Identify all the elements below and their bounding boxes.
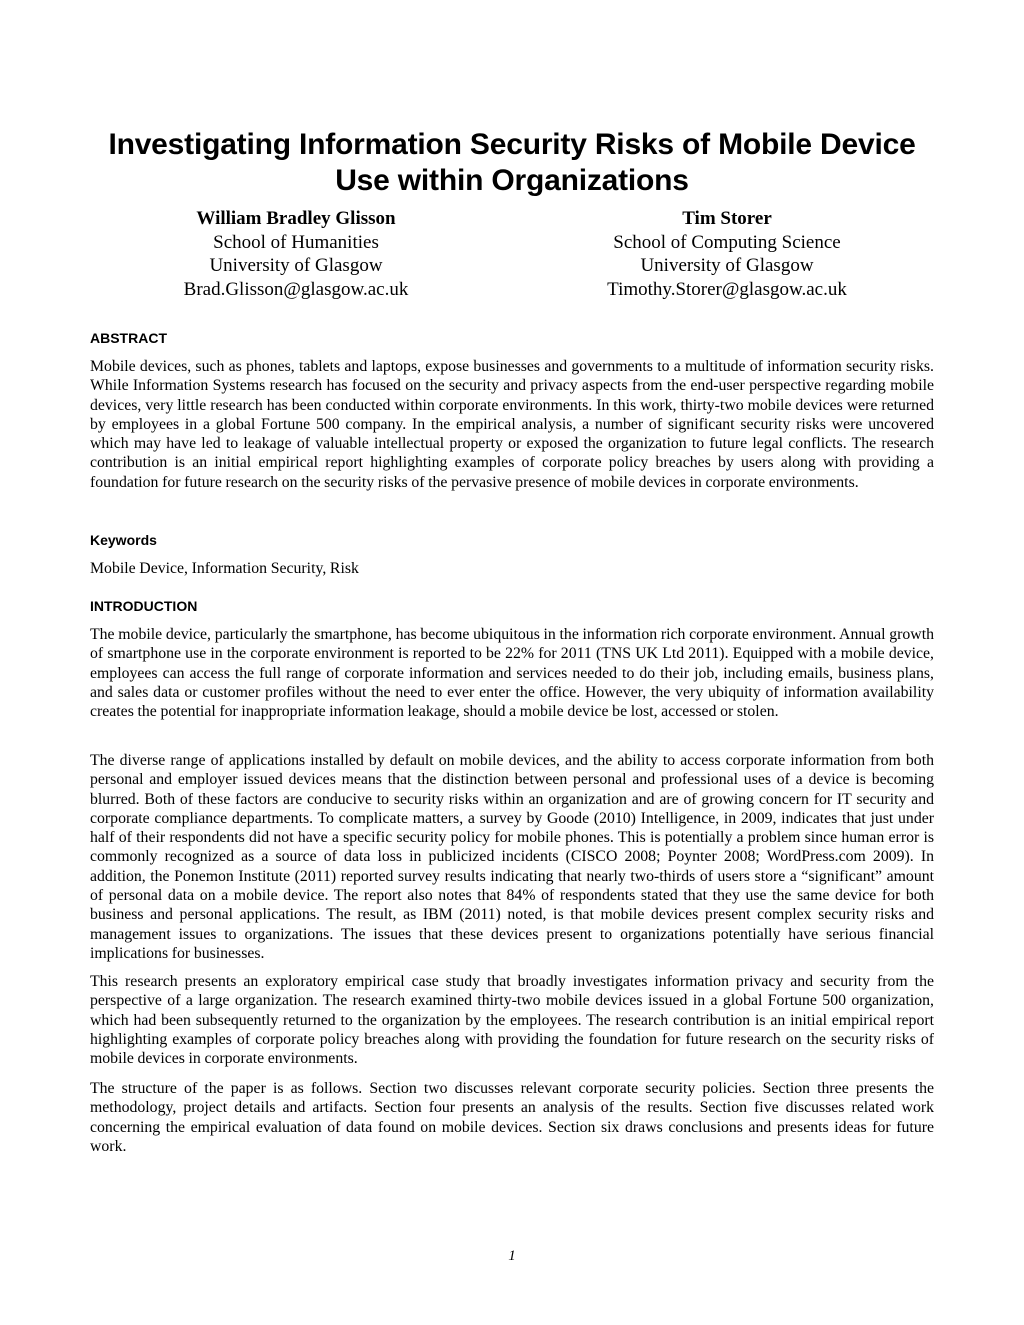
abstract-text: Mobile devices, such as phones, tablets and laptops, expose businesses and governments to a multitude of information security risks. While Information Systems research has focused on the security and privacy aspects from the end-user perspective regarding mobile devices, very little research has been conducted within corporate environments. In this work, thirty-two mobile devices were returned by employees in a global Fortune 500 company. In the empirical analysis, a number of significant security risks were uncovered which may have led to leakage of valuable intellectual property or exposed the organization to future legal conflicts. The research contribution is an initial empirical report highlighting examples of corporate policy breaches by users along with providing a foundation for future research on the security risks of the pervasive presence of mobile devices in corporate environments. — [90, 358, 934, 491]
keywords-heading: Keywords — [90, 532, 157, 548]
keywords-text: Mobile Device, Information Security, Risk — [90, 560, 359, 577]
author-2 — [577, 207, 877, 301]
author-email: Brad.Glisson@glasgow.ac.uk — [183, 278, 409, 300]
author-email: Timothy.Storer@glasgow.ac.uk — [607, 278, 847, 300]
author-name: Tim Storer — [682, 208, 772, 229]
author-1 — [146, 207, 446, 301]
abstract-heading: ABSTRACT — [90, 330, 167, 346]
introduction-paragraph-3: This research presents an exploratory empirical case study that broadly investigates information privacy and security from the perspective of a large organization. The research examined thirty-two mobile devices issued in a global Fortune 500 organization, which had been subsequently returned to the organization by the employees. The research contribution is an initial empirical report highlighting examples of corporate policy breaches along with providing the foundation for future research on the security risks of mobile devices in corporate environments. — [90, 973, 934, 1068]
introduction-heading: INTRODUCTION — [90, 598, 198, 614]
introduction-paragraph-4: The structure of the paper is as follows. Section two discusses relevant corporate security policies. Section three presents the methodology, project details and artifacts. Section four presents an analysis of the results. Section five discusses related work concerning the empirical evaluation of data found on mobile devices. Section six draws conclusions and presents ideas for future work. — [90, 1080, 934, 1155]
author-department: School of Computing Science — [613, 231, 841, 253]
author-institution: University of Glasgow — [640, 255, 814, 276]
author-name: William Bradley Glisson — [196, 208, 396, 229]
author-block — [90, 207, 934, 307]
author-institution: University of Glasgow — [209, 255, 383, 276]
introduction-paragraph-1: The mobile device, particularly the smartphone, has become ubiquitous in the information rich corporate environment. Annual growth of smartphone use in the corporate environment is reported to be 22% for 2011 (TNS UK Ltd 2011). Equipped with a mobile device, employees can access the full range of corporate information and services needed to do their job, including emails, business plans, and sales data or customer profiles without the need to ever enter the office. However, the very ubiquity of information availability creates the potential for inappropriate information leakage, should a mobile device be lost, accessed or stolen. — [90, 626, 934, 721]
paper-title: Investigating Information Security Risks of Mobile Device Use within Organizations — [108, 128, 916, 197]
author-department: School of Humanities — [213, 231, 379, 253]
page-number: 1 — [508, 1248, 516, 1264]
introduction-paragraph-2: The diverse range of applications installed by default on mobile devices, and the ability to access corporate information from both personal and employer issued devices means that the distinction between personal and professional uses of a device is becoming blurred. Both of these factors are conducive to security risks within an organization and are of growing concern for IT security and corporate compliance departments. To complicate matters, a survey by Goode (2010) Intelligence, in 2009, indicates that just under half of their respondents did not have a specific security policy for mobile phones. This is potentially a problem since human error is commonly recognized as a source of data loss in publicized incidents (CISCO 2008; Poynter 2008; WordPress.com 2009). In addition, the Ponemon Institute (2011) reported survey results indicating that nearly two-thirds of users store a “significant” amount of personal data on a mobile device. The report also notes that 84% of respondents stated that they use the same device for both business and personal applications. The result, as IBM (2011) noted, is that mobile devices present complex security risks and management issues to organizations. The issues that these devices present to organizations potentially have serious financial implications for businesses. — [90, 752, 934, 962]
